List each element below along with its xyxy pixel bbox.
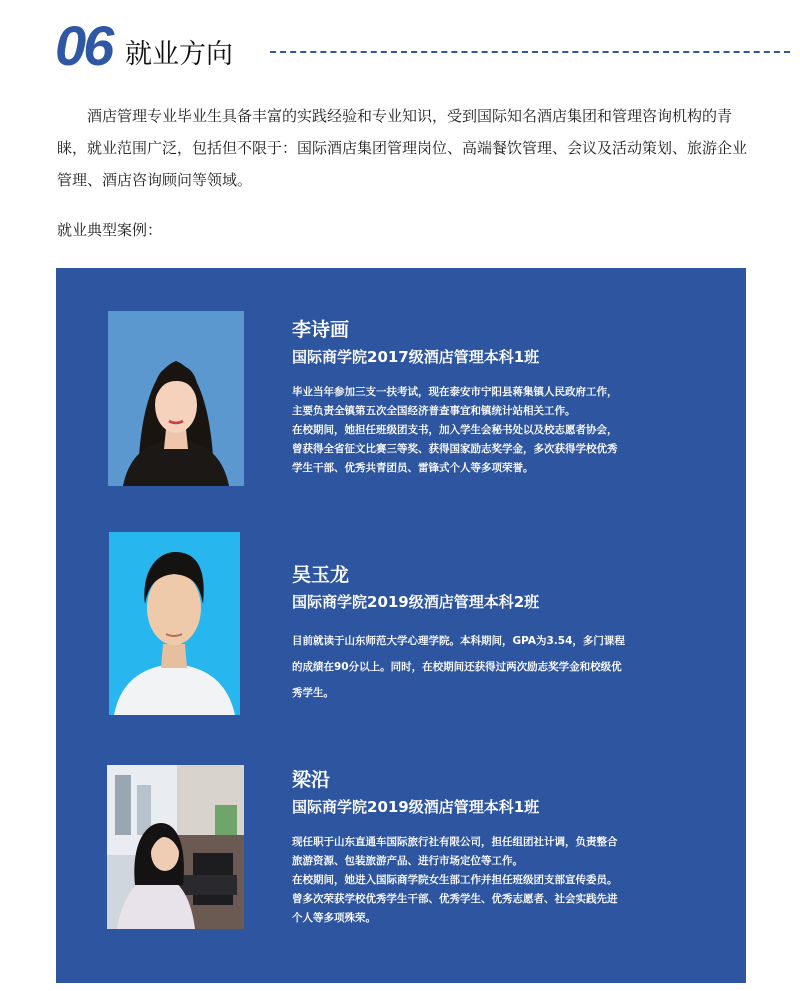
portrait-photo <box>109 532 240 715</box>
description-line: 毕业当年参加三支一扶考试，现在泰安市宁阳县蒋集镇人民政府工作， <box>292 386 618 398</box>
section-number: 06 <box>55 14 112 77</box>
description-line: 主要负责全镇第五次全国经济普查事宜和镇统计站相关工作。 <box>292 405 576 417</box>
description-line: 个人等多项殊荣。 <box>292 912 376 924</box>
portrait-photo <box>107 765 244 929</box>
person-class: 国际商学院2019级酒店管理本科2班 <box>292 593 540 611</box>
person-class: 国际商学院2019级酒店管理本科1班 <box>292 798 540 816</box>
description-line: 现任职于山东直通车国际旅行社有限公司，担任组团社计调，负责整合 <box>292 836 618 848</box>
person-name: 梁沿 <box>292 769 331 791</box>
description-line: 学生干部、优秀共青团员、雷锋式个人等多项荣誉。 <box>292 462 534 474</box>
person-name: 李诗画 <box>292 319 350 341</box>
person-description <box>292 833 618 928</box>
case-info <box>292 317 618 478</box>
section-header <box>55 16 745 76</box>
description-line: 在校期间，她担任班级团支书，加入学生会秘书处以及校志愿者协会， <box>292 424 618 436</box>
section-divider <box>270 51 790 53</box>
description-line: 目前就读于山东师范大学心理学院。本科期间，GPA为3.54，多门课程 <box>292 635 625 647</box>
description-line: 在校期间，她进入国际商学院女生部工作并担任班级团支部宣传委员。 <box>292 874 618 886</box>
person-description <box>292 628 625 706</box>
person-description <box>292 383 618 478</box>
intro-paragraph: 酒店管理专业毕业生具备丰富的实践经验和专业知识，受到国际知名酒店集团和管理咨询机构的青睐，就业范围广泛，包括但不限于：国际酒店集团管理岗位、高端餐饮管理、会议及活动策划、旅游企业管理、酒店咨询顾问等领域。 <box>57 107 748 189</box>
cases-panel <box>56 268 746 983</box>
case-info <box>292 562 625 706</box>
description-line: 秀学生。 <box>292 687 334 699</box>
portrait-photo <box>108 311 244 486</box>
description-line: 曾获得全省征文比赛三等奖、获得国家励志奖学金，多次获得学校优秀 <box>292 443 618 455</box>
description-line: 的成绩在90分以上。同时，在校期间还获得过两次励志奖学金和校级优 <box>292 661 622 673</box>
description-line: 旅游资源、包装旅游产品、进行市场定位等工作。 <box>292 855 523 867</box>
section-title: 就业方向 <box>125 39 233 70</box>
cases-label: 就业典型案例： <box>57 221 163 239</box>
description-line: 曾多次荣获学校优秀学生干部、优秀学生、优秀志愿者、社会实践先进 <box>292 893 618 905</box>
person-name: 吴玉龙 <box>292 564 350 586</box>
person-class: 国际商学院2017级酒店管理本科1班 <box>292 348 540 366</box>
case-info <box>292 767 618 928</box>
